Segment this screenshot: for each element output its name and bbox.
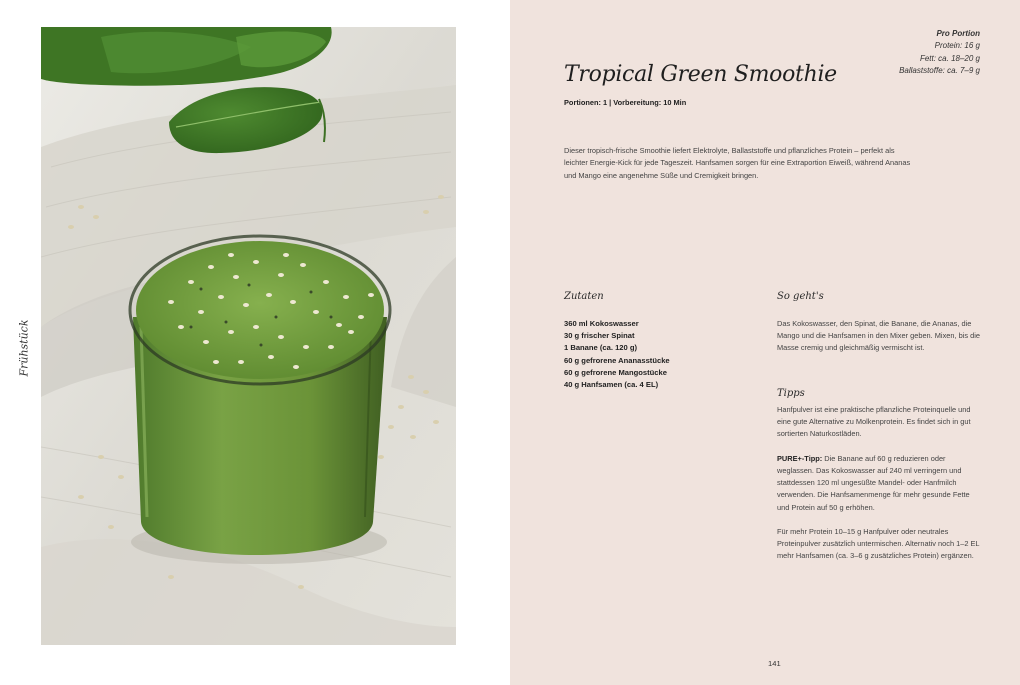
nutrition-fat: Fett: ca. 18–20 g [919,53,980,63]
tip-label: PURE+-Tipp: [777,453,823,463]
ingredients-heading: Zutaten [564,291,604,302]
nutrition-box [899,28,980,78]
page-number: 141 [768,659,781,668]
smoothie-photo-illustration [41,27,456,645]
green-smoothie-photo [41,27,456,645]
ingredient-item: 60 g gefrorene Ananasstücke [564,355,670,365]
ingredients-list [564,318,670,391]
method-heading: So geht's [777,291,824,302]
tip-paragraph-1: Hanfpulver ist eine praktische pflanzliche Proteinquelle und eine gute Alternative zu Molkenprotein. Es findet sich in gut sortierten Naturkostläden. [777,405,971,439]
ingredient-item: 40 g Hanfsamen (ca. 4 EL) [564,380,659,390]
ingredient-item: 60 g gefrorene Mangostücke [564,367,667,377]
tip-paragraph-2-text: Die Banane auf 60 g reduzieren oder weglassen. Das Kokoswasser auf 240 ml verringern und stattdessen 120 ml ungesüßte Mandel- oder Hanfmilch verwenden. Die Hanfsamenmenge für mehr gesunde Fette und Protein auf 50 g erhöhen. [777,453,970,512]
recipe-meta: Portionen: 1 | Vorbereitung: 10 Min [564,98,687,107]
ingredient-item: 360 ml Kokoswasser [564,319,639,328]
nutrition-heading: Pro Portion [936,29,980,38]
tip-paragraph-2 [777,453,982,514]
tip-paragraph-3: Für mehr Protein 10–15 g Hanfpulver oder neutrales Proteinpulver zusätzlich untermischen. Alternativ noch 1–2 EL mehr Hanfsamen (ca. 3–6 g zusätzliches Protein) ergänzen. [777,527,980,561]
nutrition-protein: Protein: 16 g [934,41,980,51]
recipe-title: Tropical Green Smoothie [564,62,837,87]
ingredient-item: 30 g frischer Spinat [564,331,635,341]
tips-heading: Tipps [777,388,805,399]
ingredient-item: 1 Banane (ca. 120 g) [564,343,638,353]
recipe-intro: Dieser tropisch-frische Smoothie liefert Elektrolyte, Ballaststoffe und pflanzliches Protein – perfekt als leichter Energie-Kick für jede Tageszeit. Hanfsamen sorgen für eine Extraportion Eiweiß, während Ananas und Mango eine angenehme Süße und Cremigkeit bringen. [564,146,911,180]
section-label-text: Frühstück [17,319,31,377]
tips-block [777,404,982,575]
section-label [14,318,34,378]
right-page [510,0,1020,685]
nutrition-fiber: Ballaststoffe: ca. 7–9 g [899,66,980,76]
method-text: Das Kokoswasser, den Spinat, die Banane, die Ananas, die Mango und die Hanfsamen in den Mixer geben. Mixen, bis die Masse cremig und gleichmäßig vermischt ist. [777,319,980,353]
